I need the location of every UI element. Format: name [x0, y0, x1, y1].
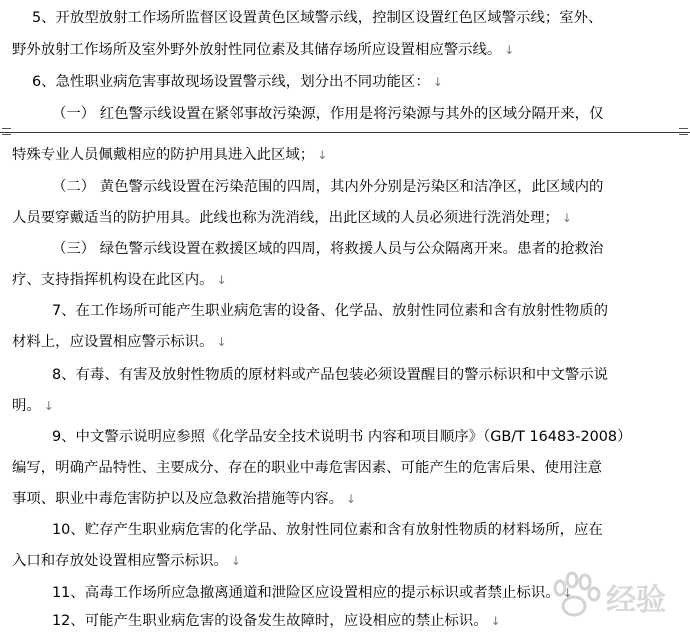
text-line-13: 明。 ↓ [12, 398, 54, 414]
text-line-17: 10、贮存产生职业病危害的化学品、放射性同位素和含有放射性物质的材料场所，应在 [52, 522, 603, 538]
text-line-14: 9、中文警示说明应参照《化学品安全技术说明书 内容和项目顺序》（GB/T 16483-2008） [52, 429, 632, 445]
paragraph-mark-icon: ↓ [504, 43, 515, 57]
text-line-5: 特殊专业人员佩戴相应的防护用具进入此区域； ↓ [12, 147, 328, 163]
text-line-11: 材料上，应设置相应警示标识。 ↓ [12, 334, 227, 350]
text-line-3: 6、急性职业病危害事故现场设置警示线，划分出不同功能区： ↓ [32, 74, 443, 90]
text-line-18: 入口和存放处设置相应警示标识。 ↓ [12, 553, 241, 569]
paragraph-mark-icon: ↓ [230, 554, 241, 568]
text-line-8: （三） 绿色警示线设置在救援区域的四周，将救援人员与公众隔离开来。患者的抢救治 [52, 241, 604, 257]
text-line-4: （一） 红色警示线设置在紧邻事故污染源，作用是将污染源与其外的区域分隔开来，仅 [52, 106, 604, 122]
watermark-text: 经验 [606, 583, 666, 618]
text-line-19: 11、高毒工作场所应急撤离通道和泄险区应设置相应的提示标识或者禁止标识。 ↓ [52, 585, 573, 601]
paragraph-mark-icon: ↓ [216, 273, 227, 287]
page-break-separator [0, 128, 690, 136]
paragraph-mark-icon: ↓ [490, 614, 501, 628]
text-line-10: 7、在工作场所可能产生职业病危害的设备、化学品、放射性同位素和含有放射性物质的 [52, 303, 609, 319]
paragraph-mark-icon: ↓ [561, 211, 572, 225]
page-break-rule [0, 132, 690, 133]
text-line-2: 野外放射工作场所及室外野外放射性同位素及其储存场所应设置相应警示线。 ↓ [12, 42, 515, 58]
paragraph-mark-icon: ↓ [346, 492, 357, 506]
text-line-16: 事项、职业中毒危害防护以及应急救治措施等内容。 ↓ [12, 491, 357, 507]
text-line-12: 8、有毒、有害及放射性物质的原材料或产品包装必须设置醒目的警示标识和中文警示说 [52, 367, 609, 383]
text-line-6: （二） 黄色警示线设置在污染范围的四周，其内外分别是污染区和洁净区，此区域内的 [52, 179, 604, 195]
paragraph-mark-icon: ↓ [43, 399, 54, 413]
text-line-20: 12、可能产生职业病危害的设备发生故障时，应设相应的禁止标识。 ↓ [52, 613, 501, 629]
paragraph-mark-icon: ↓ [216, 335, 227, 349]
paragraph-mark-icon: ↓ [562, 586, 573, 600]
paragraph-mark-icon: ↓ [432, 75, 443, 89]
text-line-9: 疗、支持指挥机构设在此区内。 ↓ [12, 272, 227, 288]
text-line-15: 编写，明确产品特性、主要成分、存在的职业中毒危害因素、可能产生的危害后果、使用注意 [12, 460, 603, 476]
text-line-7: 人员要穿戴适当的防护用具。此线也称为洗消线，出此区域的人员必须进行洗消处理； ↓ [12, 210, 572, 226]
text-line-1: 5、开放型放射工作场所监督区设置黄色区域警示线，控制区设置红色区域警示线；室外、 [32, 10, 603, 26]
page-break-marker-right [679, 128, 688, 135]
paragraph-mark-icon: ↓ [317, 148, 328, 162]
